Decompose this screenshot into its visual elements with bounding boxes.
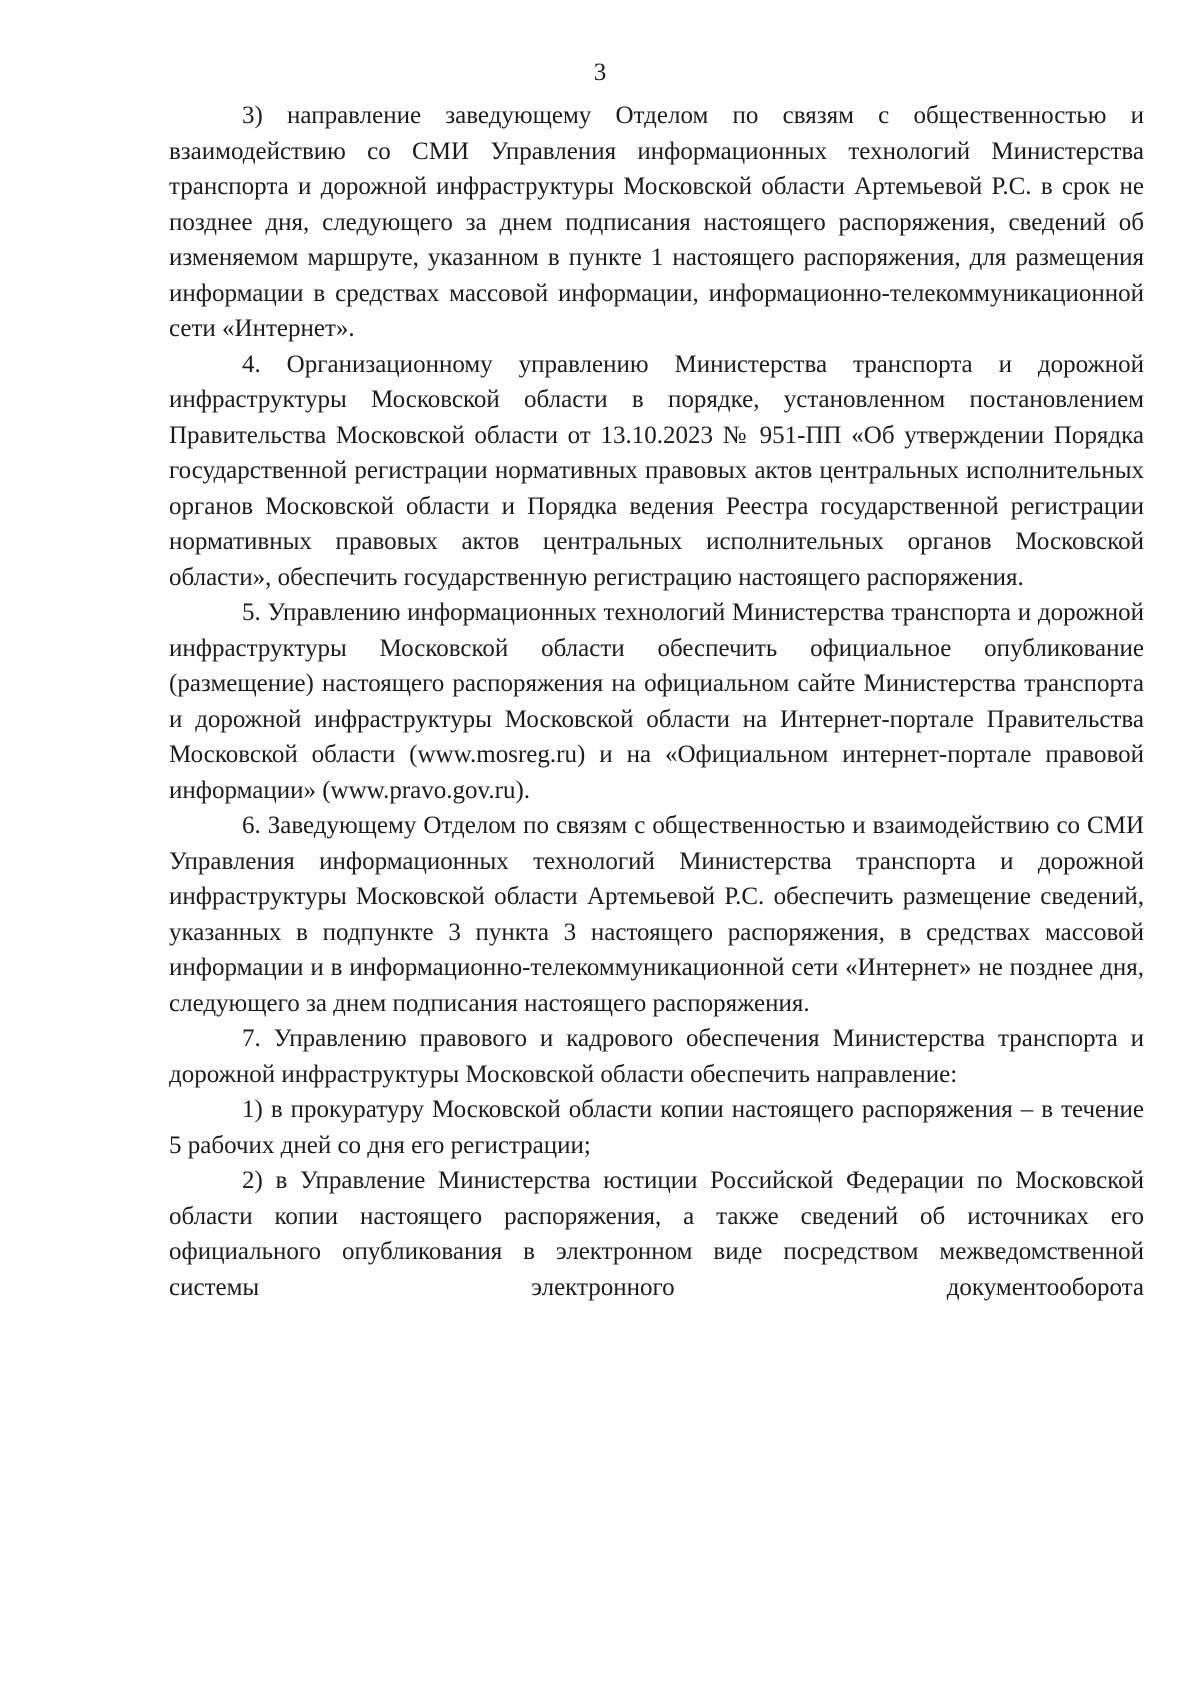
paragraph-item-6: 6. Заведующему Отделом по связям с общественностью и взаимодействию со СМИ Управления информационных технологий Министерства транспорта и дорожной инфраструктуры Московской области Артемьевой Р.С. обеспечить размещение сведений, указанных в подпункте 3 пункта 3 настоящего распоряжения, в средствах массовой информации и в информационно-телекоммуникационной сети «Интернет» не позднее дня, следующего за днем подписания настоящего распоряжения.: [169, 812, 1144, 1017]
paragraph-item-4: 4. Организационному управлению Министерства транспорта и дорожной инфраструктуры Московской области в порядке, установленном постановлением Правительства Московской области от 13.10.2023 № 951-ПП «Об утверждении Порядка государственной регистрации нормативных правовых актов центральных исполнительных органов Московской области и Порядка ведения Реестра государственной регистрации нормативных правовых актов центральных исполнительных органов Московской области», обеспечить государственную регистрацию настоящего распоряжения.: [169, 350, 1144, 591]
paragraph-item-5: 5. Управлению информационных технологий Министерства транспорта и дорожной инфраструктуры Московской области обеспечить официальное опубликование (размещение) настоящего распоряжения на официальном сайте Министерства транспорта и дорожной инфраструктуры Московской области на Интернет-портале Правительства Московской области (www.mosreg.ru) и на «Официальном интернет-портале правовой информации» (www.pravo.gov.ru).: [169, 599, 1144, 804]
paragraph-subitem-3: 3) направление заведующему Отделом по связям с общественностью и взаимодействию со СМИ Управления информационных технологий Министерства транспорта и дорожной инфраструктуры Московской области Артемьевой Р.С. в срок не позднее дня, следующего за днем подписания настоящего распоряжения, сведений об изменяемом маршруте, указанном в пункте 1 настоящего распоряжения, для размещения информации в средствах массовой информации, информационно-телекоммуникационной сети «Интернет».: [169, 102, 1144, 342]
document-body: [169, 98, 1144, 1305]
paragraph-subitem-2: 2) в Управление Министерства юстиции Российской Федерации по Московской области копии настоящего распоряжения, а также сведений об источниках его официального опубликования в электронном виде посредством межведомственной системы электронного документооборота: [169, 1167, 1144, 1301]
paragraph-subitem-1: 1) в прокуратуру Московской области копии настоящего распоряжения – в течение 5 рабочих дней со дня его регистрации;: [169, 1096, 1144, 1159]
page-number: 3: [593, 59, 607, 86]
paragraph-item-7: 7. Управлению правового и кадрового обеспечения Министерства транспорта и дорожной инфраструктуры Московской области обеспечить направление:: [169, 1025, 1144, 1088]
